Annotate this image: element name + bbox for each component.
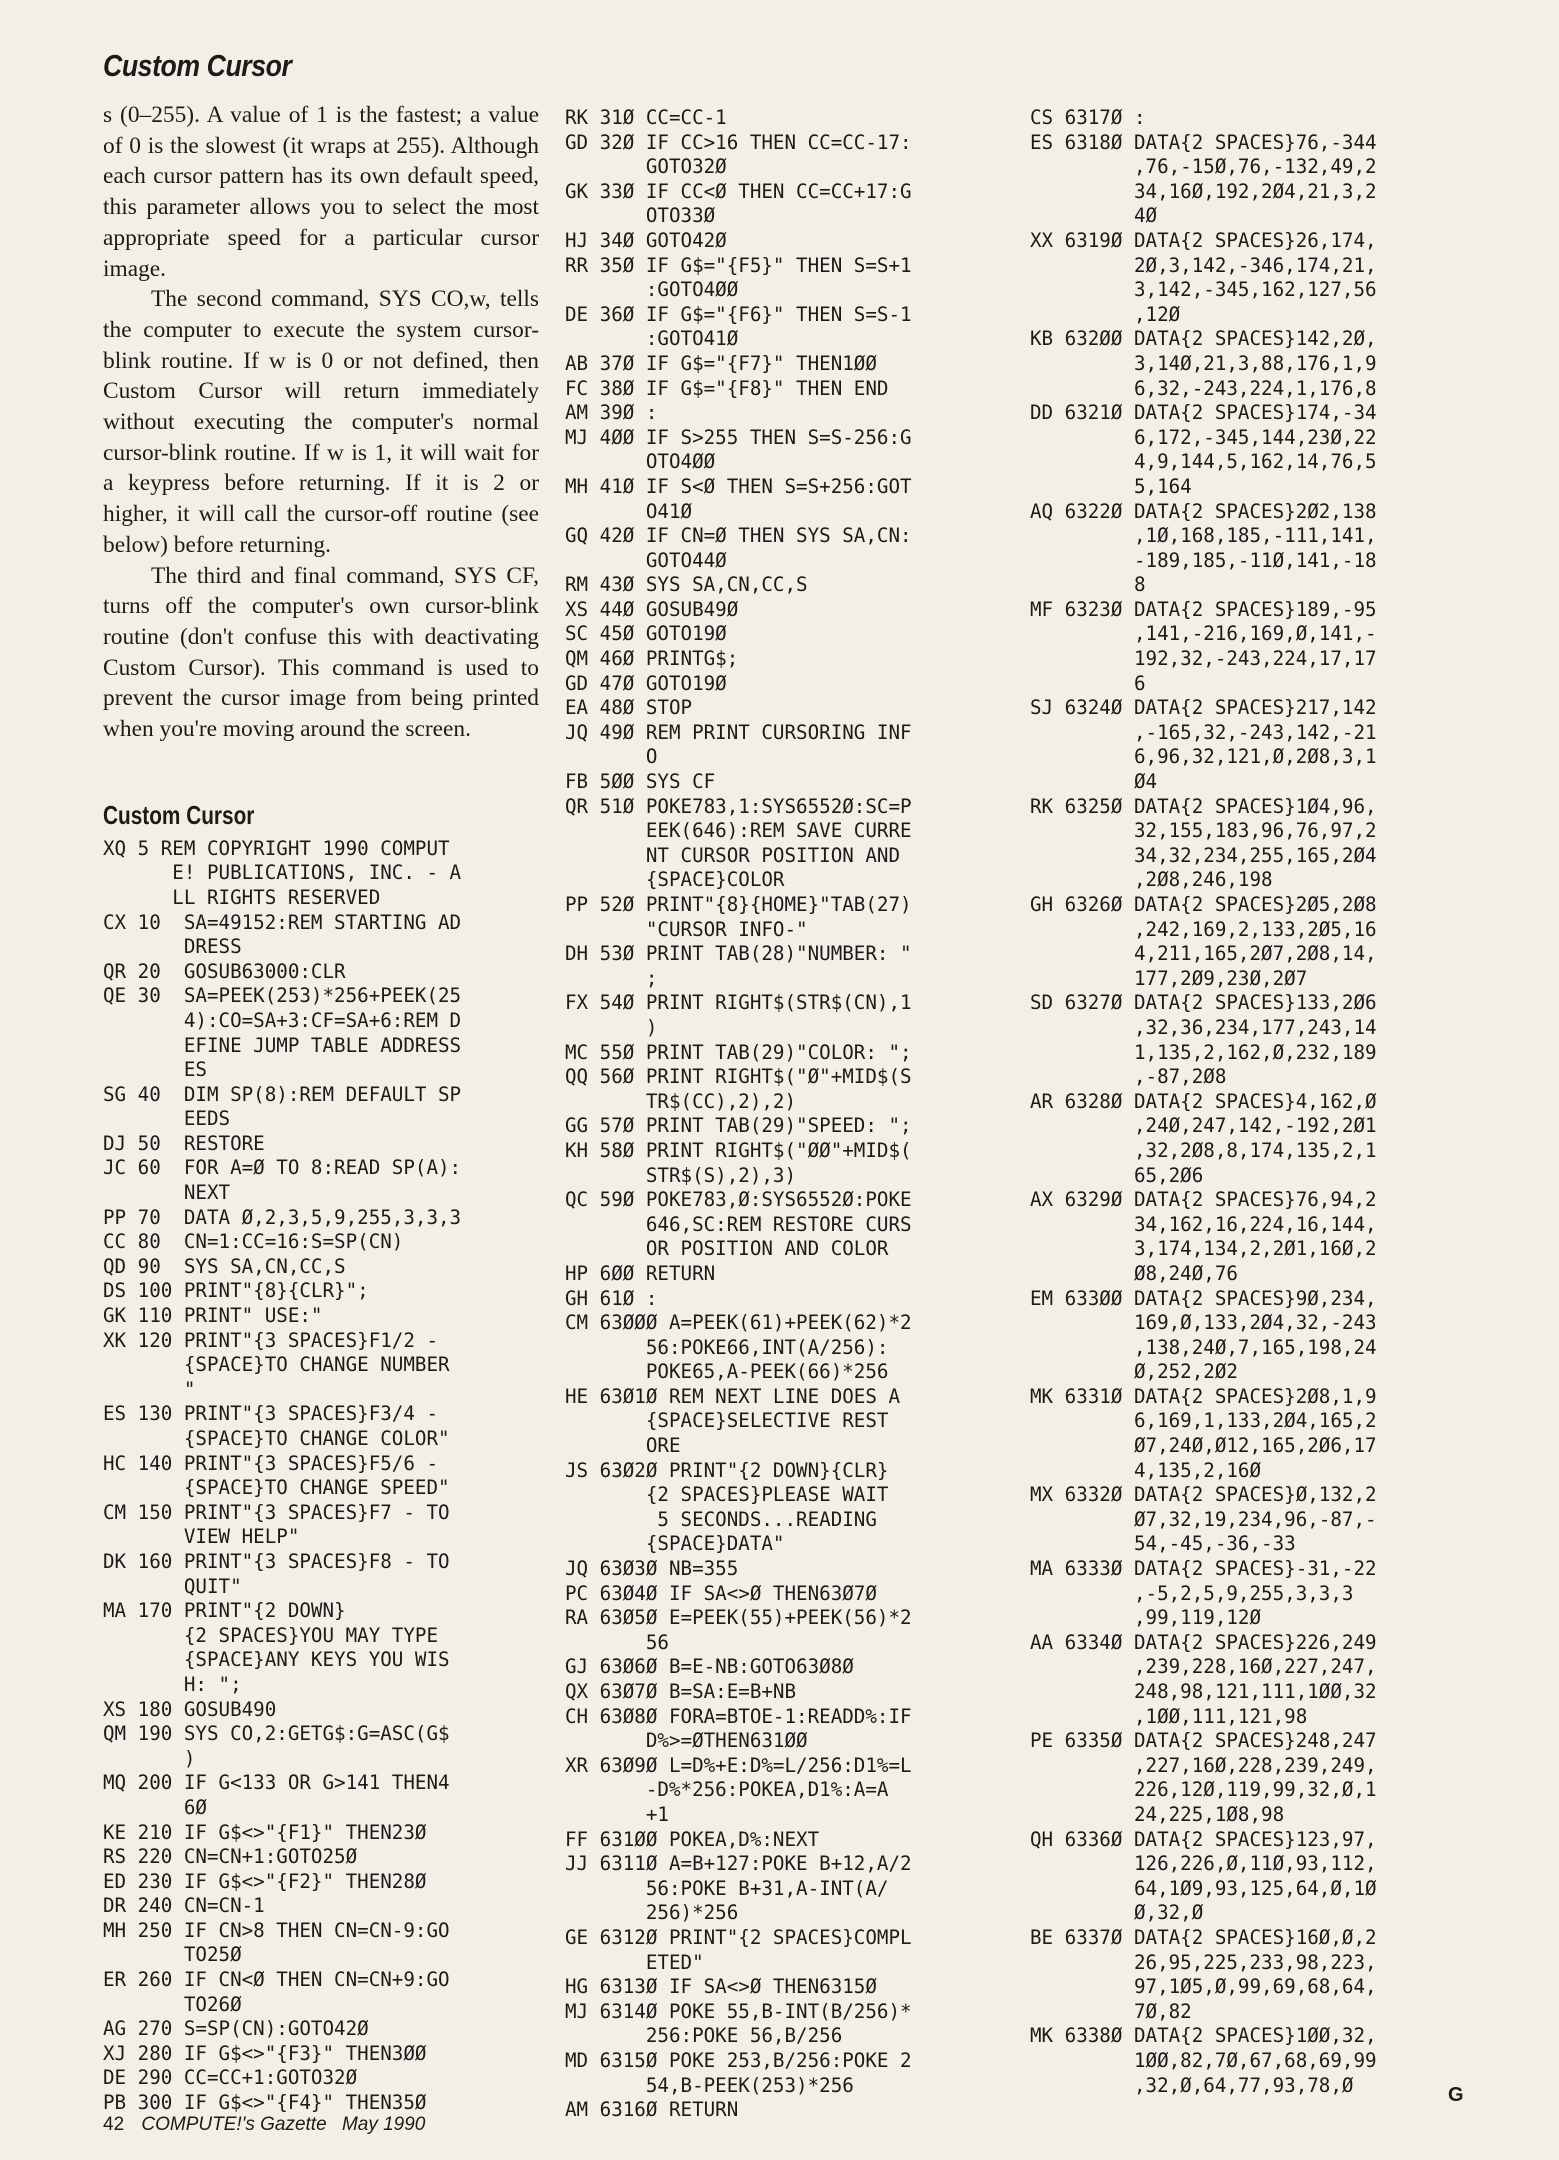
page-footer — [103, 2114, 425, 2136]
listing-line: DJ 50 RESTORE — [103, 1131, 265, 1155]
listing-line: FX 54Ø PRINT RIGHT$(STR$(CN),1 — [565, 991, 912, 1015]
listing-line: SJ 6324Ø DATA{2 SPACES}217,142 — [1030, 696, 1377, 720]
listing-line: 54,-45,-36,-33 — [1030, 1532, 1296, 1556]
listing-line: 24,225,1Ø8,98 — [1030, 1802, 1285, 1826]
listing-line: ,-87,2Ø8 — [1030, 1065, 1227, 1089]
listing-line: MA 170 PRINT"{2 DOWN} — [103, 1599, 346, 1623]
listing-line: 6,32,-243,224,1,176,8 — [1030, 376, 1377, 400]
listing-line: ,76,-15Ø,76,-132,49,2 — [1030, 155, 1377, 179]
listing-line: OTO4ØØ — [565, 450, 716, 474]
listing-line: Ø7,24Ø,Ø12,165,2Ø6,17 — [1030, 1434, 1377, 1458]
listing-line: DS 100 PRINT"{8}{CLR}"; — [103, 1279, 369, 1303]
listing-line: RK 31Ø CC=CC-1 — [565, 106, 727, 129]
listing-line: EA 48Ø STOP — [565, 696, 693, 720]
listing-line: MC 55Ø PRINT TAB(29)"COLOR: "; — [565, 1040, 912, 1064]
listing-line: 64,1Ø9,93,125,64,Ø,1Ø — [1030, 1876, 1377, 1900]
listing-line: ,24Ø,247,142,-192,2Ø1 — [1030, 1114, 1377, 1138]
listing-line: :GOTO4ØØ — [565, 278, 739, 302]
listing-line: 56:POKE B+31,A-INT(A/ — [565, 1876, 889, 1900]
listing-line: 646,SC:REM RESTORE CURS — [565, 1212, 912, 1236]
listing-line: QX 63Ø7Ø B=SA:E=B+NB — [565, 1680, 797, 1703]
listing-line: Ø7,32,19,234,96,-87,- — [1030, 1507, 1377, 1531]
listing-line: GD 32Ø IF CC>16 THEN CC=CC-17: — [565, 130, 912, 154]
listing-line: EM 633ØØ DATA{2 SPACES}9Ø,234, — [1030, 1286, 1377, 1310]
listing-line: GK 110 PRINT" USE:" — [103, 1304, 323, 1328]
listing-line: ,99,119,12Ø — [1030, 1606, 1262, 1630]
listing-line: GJ 63Ø6Ø B=E-NB:GOTO63Ø8Ø — [565, 1655, 854, 1679]
listing-line: KE 210 IF G$<>"{F1}" THEN23Ø — [103, 1820, 427, 1844]
listing-line: STR$(S),2),3) — [565, 1163, 797, 1187]
listing-line: ,138,24Ø,7,165,198,24 — [1030, 1335, 1377, 1359]
listing-line: ES — [103, 1058, 207, 1082]
listing-line: {SPACE}TO CHANGE COLOR" — [103, 1427, 450, 1451]
page-number: 42 — [103, 2114, 125, 2135]
listing-line: MA 6333Ø DATA{2 SPACES}-31,-22 — [1030, 1557, 1377, 1581]
listing-line: XJ 280 IF G$<>"{F3}" THEN3ØØ — [103, 2041, 427, 2065]
listing-line: O41Ø — [565, 499, 693, 523]
listing-line: FC 38Ø IF G$="{F8}" THEN END — [565, 376, 889, 400]
listing-line: HC 140 PRINT"{3 SPACES}F5/6 - — [103, 1451, 439, 1475]
listing-line: JC 60 FOR A=Ø TO 8:READ SP(A): — [103, 1156, 462, 1180]
listing-line: {SPACE}TO CHANGE SPEED" — [103, 1476, 450, 1500]
listing-line: {SPACE}DATA" — [565, 1532, 785, 1556]
paragraph-3: The third and final command, SYS CF, turns off the computer's own cursor-blink routine (don't confuse this with deactivating Custom Cursor). This command is used to prevent the cursor image from being printed when you're moving around the screen. — [103, 562, 539, 743]
listing-line: MK 6338Ø DATA{2 SPACES}1ØØ,32, — [1030, 2024, 1377, 2048]
listing-line: MJ 4ØØ IF S>255 THEN S=S-256:G — [565, 425, 912, 449]
listing-line: GG 57Ø PRINT TAB(29)"SPEED: "; — [565, 1114, 912, 1138]
listing-line: 6,172,-345,144,23Ø,22 — [1030, 425, 1377, 449]
listing-line: GD 47Ø GOTO19Ø — [565, 671, 727, 695]
listing-line: ,239,228,16Ø,227,247, — [1030, 1655, 1377, 1679]
listing-line: 4):CO=SA+3:CF=SA+6:REM D — [103, 1008, 462, 1032]
listing-line: ) — [103, 1746, 196, 1770]
listing-line: AM 6316Ø RETURN — [565, 2098, 739, 2122]
listing-line: 4,135,2,16Ø — [1030, 1458, 1262, 1482]
listing-line: AG 270 S=SP(CN):GOTO42Ø — [103, 2017, 369, 2041]
listing-line: SG 40 DIM SP(8):REM DEFAULT SP — [103, 1082, 462, 1106]
listing-line: CS 6317Ø : — [1030, 106, 1146, 129]
listing-line: DE 36Ø IF G$="{F6}" THEN S=S-1 — [565, 302, 912, 326]
listing-line: GQ 42Ø IF CN=Ø THEN SYS SA,CN: — [565, 524, 912, 548]
listing-line: QM 46Ø PRINTG$; — [565, 647, 739, 671]
page-title: Custom Cursor — [103, 48, 292, 83]
listing-line: CM 63ØØØ A=PEEK(61)+PEEK(62)*2 — [565, 1311, 912, 1335]
magazine-name: COMPUTE!'s Gazette — [141, 2114, 327, 2135]
listing-line: EEDS — [103, 1107, 231, 1131]
listing-line: BE 6337Ø DATA{2 SPACES}16Ø,Ø,2 — [1030, 1925, 1377, 1949]
listing-line: PE 6335Ø DATA{2 SPACES}248,247 — [1030, 1729, 1377, 1753]
listing-line: ER 260 IF CN<Ø THEN CN=CN+9:GO — [103, 1968, 450, 1992]
listing-line: FF 631ØØ POKEA,D%:NEXT — [565, 1827, 820, 1851]
listing-line: ES 130 PRINT"{3 SPACES}F3/4 - — [103, 1402, 439, 1426]
paragraph-2: The second command, SYS CO,w, tells the computer to execute the system cursor-blink routine. If w is 0 or not defined, then Custom Cursor will return immediately without executing the computer's normal cursor-blink routine. If w is 1, it will wait for a keypress before returning. If it is 2 or higher, it will call the cursor-off routine (see below) before returning. — [103, 286, 539, 558]
issue-date: May 1990 — [341, 2114, 426, 2135]
listing-line: QM 190 SYS CO,2:GETG$:G=ASC(G$ — [103, 1722, 450, 1746]
listing-line: XQ 5 REM COPYRIGHT 1990 COMPUT — [103, 836, 450, 860]
listing-line: 34,162,16,224,16,144, — [1030, 1212, 1377, 1236]
listing-line: ,12Ø — [1030, 302, 1181, 326]
listing-line: 54,B-PEEK(253)*256 — [565, 2073, 854, 2097]
listing-line: SD 6327Ø DATA{2 SPACES}133,2Ø6 — [1030, 991, 1377, 1015]
listing-line: QUIT" — [103, 1574, 242, 1598]
listing-line: 3,14Ø,21,3,88,176,1,9 — [1030, 351, 1377, 375]
column-right — [1030, 106, 1520, 2098]
listing-line: ; — [565, 966, 658, 990]
listing-line: DR 240 CN=CN-1 — [103, 1894, 265, 1918]
listing-line: MD 6315Ø POKE 253,B/256:POKE 2 — [565, 2048, 912, 2072]
listing-line: XX 6319Ø DATA{2 SPACES}26,174, — [1030, 228, 1377, 252]
listing-line: QQ 56Ø PRINT RIGHT$("Ø"+MID$(S — [565, 1065, 912, 1089]
listing-line: Ø8,24Ø,76 — [1030, 1261, 1238, 1285]
listing-line: " — [103, 1377, 196, 1401]
listing-line: ) — [565, 1015, 658, 1039]
listing-line: ,32,2Ø8,8,174,135,2,1 — [1030, 1138, 1377, 1162]
article-text — [103, 100, 539, 745]
listing-line: GH 61Ø : — [565, 1286, 658, 1310]
listing-line: ES 6318Ø DATA{2 SPACES}76,-344 — [1030, 130, 1377, 154]
listing-line: JQ 49Ø REM PRINT CURSORING INF — [565, 720, 912, 744]
listing-line: 248,98,121,111,1ØØ,32 — [1030, 1680, 1377, 1703]
listing-line: EFINE JUMP TABLE ADDRESS — [103, 1033, 462, 1057]
listing-line: SC 45Ø GOTO19Ø — [565, 622, 727, 646]
listing-line: -D%*256:POKEA,D1%:A=A — [565, 1778, 889, 1802]
listing-line: 65,2Ø6 — [1030, 1163, 1204, 1187]
listing-line: GE 6312Ø PRINT"{2 SPACES}COMPL — [565, 1925, 912, 1949]
listing-line: RR 35Ø IF G$="{F5}" THEN S=S+1 — [565, 253, 912, 277]
listing-line: 6Ø — [103, 1795, 207, 1819]
listing-line: QC 59Ø POKE783,Ø:SYS6552Ø:POKE — [565, 1188, 912, 1212]
listing-line: HP 6ØØ RETURN — [565, 1261, 716, 1285]
listing-line: JQ 63Ø3Ø NB=355 — [565, 1557, 739, 1581]
listing-line: AA 6334Ø DATA{2 SPACES}226,249 — [1030, 1630, 1377, 1654]
listing-line: PB 300 IF G$<>"{F4}" THEN35Ø — [103, 2091, 427, 2115]
listing-line: ,1Ø,168,185,-111,141, — [1030, 524, 1377, 548]
listing-line: 126,226,Ø,11Ø,93,112, — [1030, 1852, 1377, 1876]
listing-line: {SPACE}TO CHANGE NUMBER — [103, 1353, 450, 1377]
listing-line: DH 53Ø PRINT TAB(28)"NUMBER: " — [565, 942, 912, 966]
listing-line: ,-5,2,5,9,255,3,3,3 — [1030, 1581, 1354, 1605]
listing-line: GH 6326Ø DATA{2 SPACES}2Ø5,2Ø8 — [1030, 893, 1377, 916]
listing-line: KB 632ØØ DATA{2 SPACES}142,2Ø, — [1030, 327, 1377, 351]
listing-line: 5,164 — [1030, 474, 1192, 498]
listing-line: 8 — [1030, 573, 1146, 597]
listing-line: TO26Ø — [103, 1992, 242, 2016]
listing-line: 3,142,-345,162,127,56 — [1030, 278, 1377, 302]
listing-line: 56 — [565, 1630, 669, 1654]
listing-line: PP 52Ø PRINT"{8}{HOME}"TAB(27) — [565, 893, 912, 916]
listing-line: 4,9,144,5,162,14,76,5 — [1030, 450, 1377, 474]
listing-line: XS 180 GOSUB490 — [103, 1697, 277, 1721]
listing-line: POKE65,A-PEEK(66)*256 — [565, 1360, 889, 1384]
listing-line: E! PUBLICATIONS, INC. - A — [103, 861, 462, 885]
listing-line: PC 63Ø4Ø IF SA<>Ø THEN63Ø7Ø — [565, 1581, 877, 1605]
listing-line: DD 6321Ø DATA{2 SPACES}174,-34 — [1030, 401, 1377, 425]
listing-line: 192,32,-243,224,17,17 — [1030, 647, 1377, 671]
listing-line: 1ØØ,82,7Ø,67,68,69,99 — [1030, 2048, 1377, 2072]
listing-line: DK 160 PRINT"{3 SPACES}F8 - TO — [103, 1549, 450, 1573]
listing-line: PP 70 DATA Ø,2,3,5,9,255,3,3,3 — [103, 1205, 462, 1229]
listing-line: LL RIGHTS RESERVED — [103, 885, 381, 909]
listing-line: MQ 200 IF G<133 OR G>141 THEN4 — [103, 1771, 450, 1795]
listing-line: MH 41Ø IF S<Ø THEN S=S+256:GOT — [565, 474, 912, 498]
listing-line: GOTO44Ø — [565, 548, 727, 572]
listing-line: TO25Ø — [103, 1943, 242, 1967]
listing-line: -189,185,-11Ø,141,-18 — [1030, 548, 1377, 572]
listing-line: ,32,Ø,64,77,93,78,Ø — [1030, 2073, 1354, 2097]
column-middle — [565, 106, 1005, 2123]
paragraph-1: s (0–255). A value of 1 is the fastest; a value of 0 is the slowest (it wraps at 255). Although each cursor pattern has its own default speed, this parameter allows you to select the most appropriate speed for a particular cursor image. — [103, 102, 539, 282]
listing-line: DRESS — [103, 935, 242, 959]
listing-line: Ø,32,Ø — [1030, 1901, 1204, 1925]
listing-line: XS 44Ø GOSUB49Ø — [565, 597, 739, 621]
listing-line: 169,Ø,133,2Ø4,32,-243 — [1030, 1311, 1377, 1335]
listing-line: FB 5ØØ SYS CF — [565, 770, 716, 794]
listing-line: QE 30 SA=PEEK(253)*256+PEEK(25 — [103, 984, 462, 1008]
listing-line: XR 63Ø9Ø L=D%+E:D%=L/256:D1%=L — [565, 1753, 912, 1777]
listing-line: OR POSITION AND COLOR — [565, 1237, 889, 1261]
listing-line: RA 63Ø5Ø E=PEEK(55)+PEEK(56)*2 — [565, 1606, 912, 1630]
listing-line: ,227,16Ø,228,239,249, — [1030, 1753, 1377, 1777]
listing-line: O — [565, 745, 658, 769]
listing-line: "CURSOR INFO-" — [565, 917, 808, 941]
listing-line: CH 63Ø8Ø FORA=BTOE-1:READD%:IF — [565, 1704, 912, 1728]
listing-line: 5 SECONDS...READING — [565, 1507, 877, 1531]
listing-line: QD 90 SYS SA,CN,CC,S — [103, 1254, 346, 1278]
listing-line: ,2Ø8,246,198 — [1030, 868, 1273, 892]
listing-line: JS 63Ø2Ø PRINT"{2 DOWN}{CLR} — [565, 1458, 889, 1482]
listing-line: QH 6336Ø DATA{2 SPACES}123,97, — [1030, 1827, 1377, 1851]
listing-line: XK 120 PRINT"{3 SPACES}F1/2 - — [103, 1328, 439, 1352]
listing-line: 97,1Ø5,Ø,99,69,68,64, — [1030, 1975, 1377, 1999]
listing-line: 34,16Ø,192,2Ø4,21,3,2 — [1030, 179, 1377, 203]
listing-line: CM 150 PRINT"{3 SPACES}F7 - TO — [103, 1500, 450, 1524]
listing-line: TR$(CC),2),2) — [565, 1089, 797, 1113]
program-listing-col2 — [565, 106, 1005, 2123]
listing-line: GOTO32Ø — [565, 155, 727, 179]
program-listing-col3 — [1030, 106, 1520, 2098]
listing-line: EEK(646):REM SAVE CURRE — [565, 819, 912, 843]
listing-line: 6,169,1,133,2Ø4,165,2 — [1030, 1409, 1377, 1433]
listing-line: HJ 34Ø GOTO42Ø — [565, 228, 727, 252]
listing-line: :GOTO41Ø — [565, 327, 739, 351]
listing-line: 256)*256 — [565, 1901, 739, 1925]
listing-line: 6 — [1030, 671, 1146, 695]
listing-line: RM 43Ø SYS SA,CN,CC,S — [565, 573, 808, 597]
listing-line: {2 SPACES}YOU MAY TYPE — [103, 1623, 439, 1647]
listing-line: MX 6332Ø DATA{2 SPACES}Ø,132,2 — [1030, 1483, 1377, 1507]
listing-line: ,242,169,2,133,2Ø5,16 — [1030, 917, 1377, 941]
listing-line: {SPACE}SELECTIVE REST — [565, 1409, 889, 1433]
listing-line: 226,12Ø,119,99,32,Ø,1 — [1030, 1778, 1377, 1802]
listing-line: AR 6328Ø DATA{2 SPACES}4,162,Ø — [1030, 1089, 1377, 1113]
listing-line: MH 250 IF CN>8 THEN CN=CN-9:GO — [103, 1918, 450, 1942]
listing-line: HG 6313Ø IF SA<>Ø THEN6315Ø — [565, 1975, 877, 1999]
corner-mark: G — [1448, 2084, 1464, 2106]
listing-line: +1 — [565, 1802, 669, 1826]
listing-line: Ø,252,2Ø2 — [1030, 1360, 1238, 1384]
listing-line: CX 10 SA=49152:REM STARTING AD — [103, 910, 462, 934]
listing-line: JJ 6311Ø A=B+127:POKE B+12,A/2 — [565, 1852, 912, 1876]
listing-line: 4,211,165,2Ø7,2Ø8,14, — [1030, 942, 1377, 966]
listing-line: ED 230 IF G$<>"{F2}" THEN28Ø — [103, 1869, 427, 1893]
listing-line: QR 51Ø POKE783,1:SYS6552Ø:SC=P — [565, 794, 912, 818]
listing-line: GK 33Ø IF CC<Ø THEN CC=CC+17:G — [565, 179, 912, 203]
listing-line: NEXT — [103, 1181, 231, 1205]
listing-line: D%>=ØTHEN631ØØ — [565, 1729, 808, 1753]
listing-line: 3,174,134,2,2Ø1,16Ø,2 — [1030, 1237, 1377, 1261]
listing-line: QR 20 GOSUB63000:CLR — [103, 959, 346, 983]
listing-line: {2 SPACES}PLEASE WAIT — [565, 1483, 889, 1507]
listing-line: RS 220 CN=CN+1:GOTO25Ø — [103, 1845, 358, 1869]
listing-line: AM 39Ø : — [565, 401, 658, 425]
listing-line: ,-165,32,-243,142,-21 — [1030, 720, 1377, 744]
listing-line: 4Ø — [1030, 204, 1158, 228]
listing-line: HE 63Ø1Ø REM NEXT LINE DOES A — [565, 1384, 901, 1408]
listing-line: 177,2Ø9,23Ø,2Ø7 — [1030, 966, 1308, 990]
listing-line: AQ 6322Ø DATA{2 SPACES}2Ø2,138 — [1030, 499, 1377, 523]
listing-line: DE 290 CC=CC+1:GOTO32Ø — [103, 2066, 358, 2090]
listing-line: ,141,-216,169,Ø,141,- — [1030, 622, 1377, 646]
listing-line: OTO33Ø — [565, 204, 716, 228]
listing-line: H: "; — [103, 1672, 242, 1696]
listing-line: Ø4 — [1030, 770, 1158, 794]
listing-line: 32,155,183,96,76,97,2 — [1030, 819, 1377, 843]
listing-line: MJ 6314Ø POKE 55,B-INT(B/256)* — [565, 1999, 912, 2023]
listing-title: Custom Cursor — [103, 799, 255, 830]
listing-line: ORE — [565, 1434, 681, 1458]
listing-line: ETED" — [565, 1950, 704, 1974]
listing-line: 56:POKE66,INT(A/256): — [565, 1335, 889, 1359]
listing-line: 7Ø,82 — [1030, 1999, 1192, 2023]
listing-line: CC 80 CN=1:CC=16:S=SP(CN) — [103, 1230, 404, 1254]
column-left — [103, 100, 539, 2116]
listing-line: AX 6329Ø DATA{2 SPACES}76,94,2 — [1030, 1188, 1377, 1212]
listing-line: NT CURSOR POSITION AND — [565, 843, 901, 867]
listing-line: AB 37Ø IF G$="{F7}" THEN1ØØ — [565, 351, 877, 375]
listing-line: 1,135,2,162,Ø,232,189 — [1030, 1040, 1377, 1064]
listing-line: 2Ø,3,142,-346,174,21, — [1030, 253, 1377, 277]
program-listing-col1 — [103, 837, 539, 2116]
listing-line: MF 6323Ø DATA{2 SPACES}189,-95 — [1030, 597, 1377, 621]
listing-line: 34,32,234,255,165,2Ø4 — [1030, 843, 1377, 867]
listing-line: {SPACE}COLOR — [565, 868, 785, 892]
listing-line: 256:POKE 56,B/256 — [565, 2024, 843, 2048]
listing-line: VIEW HELP" — [103, 1525, 300, 1549]
listing-line: {SPACE}ANY KEYS YOU WIS — [103, 1648, 450, 1672]
listing-line: 26,95,225,233,98,223, — [1030, 1950, 1377, 1974]
listing-line: KH 58Ø PRINT RIGHT$("ØØ"+MID$( — [565, 1138, 912, 1162]
listing-line: 6,96,32,121,Ø,2Ø8,3,1 — [1030, 745, 1377, 769]
listing-line: RK 6325Ø DATA{2 SPACES}1Ø4,96, — [1030, 794, 1377, 818]
listing-line: ,1ØØ,111,121,98 — [1030, 1704, 1308, 1728]
listing-line: MK 6331Ø DATA{2 SPACES}2Ø8,1,9 — [1030, 1384, 1377, 1408]
listing-line: ,32,36,234,177,243,14 — [1030, 1015, 1377, 1039]
